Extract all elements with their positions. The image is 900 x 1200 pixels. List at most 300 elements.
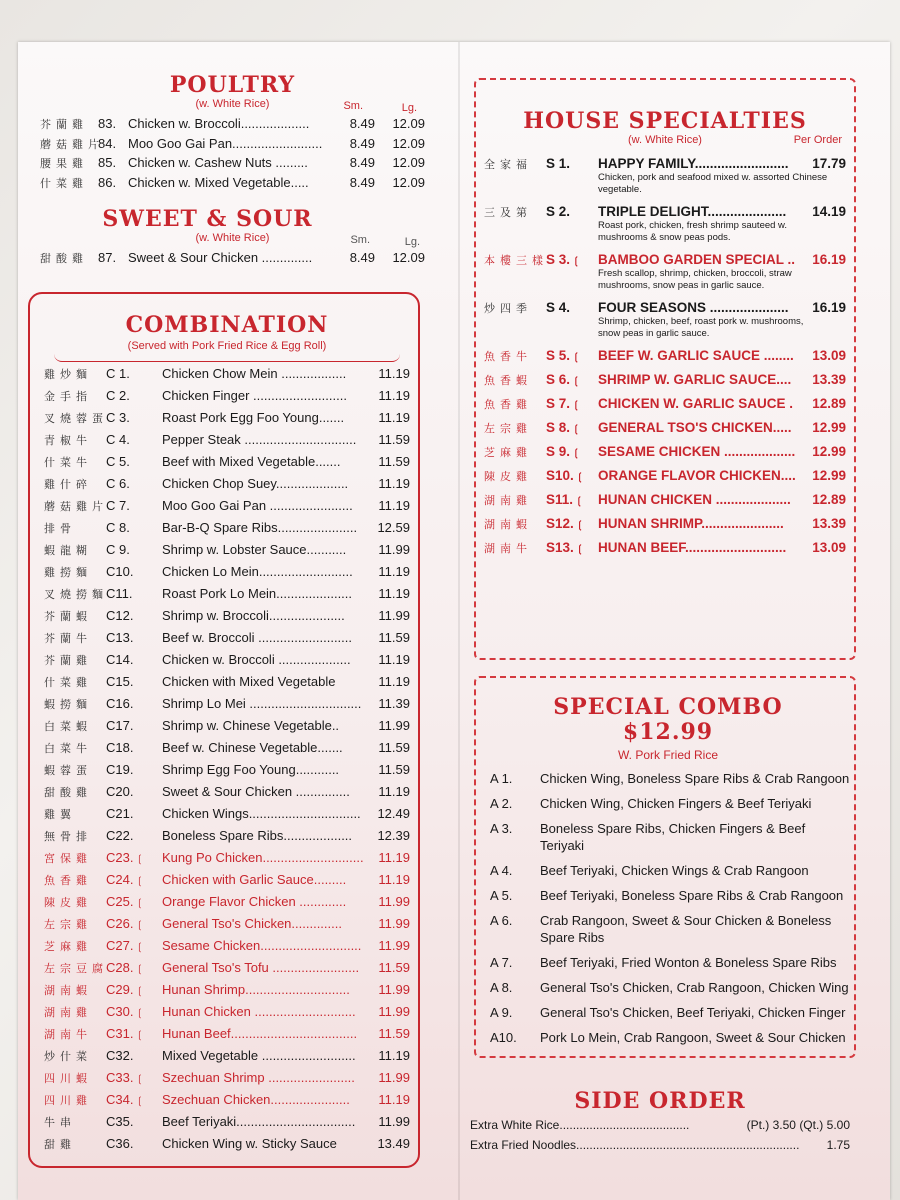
chinese-name: 叉燒撈麵 [44,588,108,601]
item-code-text: C16. [106,696,134,711]
item-code: A 1. [490,771,513,786]
item-code: A 7. [490,955,513,970]
item-name: Hunan Chicken ............................ [162,1004,356,1019]
item-name: Chicken with Mixed Vegetable [162,674,336,689]
combo-row [44,630,410,652]
item-name: Extra Fried Noodles [470,1138,577,1152]
item-price: 11.99 [378,894,410,909]
item-description: Roast pork, chicken, fresh shrimp sauteed w. mushrooms & snow peas pods. [598,220,788,243]
item-name: Beef with Mixed Vegetable....... [162,454,341,469]
page-fold [458,42,460,1200]
sweet-sour-list [40,250,425,270]
item-code-text: C30. [106,1004,134,1019]
hot-pepper-icon: ❲ [135,876,144,887]
hot-pepper-icon: ❲ [135,986,144,997]
item-name: SHRIMP W. GARLIC SAUCE.... [598,372,792,387]
item-name: Chicken w. Cashew Nuts ......... [128,155,308,170]
item-code-text: C 1. [106,366,130,381]
item-name: Chicken Lo Mein.......................... [162,564,353,579]
chinese-name: 本樓三樣 [484,254,548,267]
item-name: FOUR SEASONS ..................... [598,300,789,315]
item-code-text: C 6. [106,476,130,491]
item-price: 17.79 [812,156,846,171]
item-code [546,492,598,507]
chinese-name: 四川雞 [44,1094,92,1107]
chinese-name: 陳皮雞 [484,470,532,483]
chinese-name: 左宗雞 [484,422,532,435]
item-price: 12.89 [812,492,846,507]
item-name: Beef Teriyaki................................. [162,1114,356,1129]
hot-pepper-icon: ❲ [135,1008,144,1019]
item-code [106,894,162,909]
item-code-text: C19. [106,762,134,777]
item-price: 11.99 [378,542,410,557]
item-name: Chicken Wing, Chicken Fingers & Beef Teriyaki [540,796,812,811]
chinese-name: 蝦龍糊 [44,544,92,557]
price-small: 8.49 [349,250,375,265]
chinese-name: 芥蘭牛 [44,632,92,645]
item-code-text: C27. [106,938,134,953]
chinese-name: 芥蘭雞 [40,118,88,131]
item-code-text: S 4. [546,300,571,315]
house-item [484,348,846,364]
combo-row [44,1136,410,1158]
house-item [484,204,846,244]
chinese-name: 陳皮雞 [44,896,92,909]
price-large: 12.09 [392,155,425,170]
house-item [484,468,846,484]
item-code: A 5. [490,888,513,903]
item-code: 85. [98,155,117,170]
combination-title: COMBINATION [125,312,329,338]
item-code-text: C28. [106,960,134,975]
combo-row [44,366,410,388]
combo-row [44,1004,410,1026]
item-code-text: C23. [106,850,134,865]
item-price: 11.99 [378,1070,410,1085]
house-item [484,252,846,292]
chinese-name: 左宗雞 [44,918,92,931]
hot-pepper-icon: ❲ [572,256,581,267]
item-description: Chicken, pork and seafood mixed w. assorted Chinese vegetable. [598,172,828,195]
item-name: Shrimp w. Broccoli..................... [162,608,345,623]
item-price: 13.39 [812,516,846,531]
item-name: Sesame Chicken............................ [162,938,362,953]
combo-row [44,1070,410,1092]
combo-row [44,520,410,542]
item-name: ORANGE FLAVOR CHICKEN.... [598,468,796,483]
combo-row [44,586,410,608]
combo-row [44,410,410,432]
item-code [106,916,162,931]
item-code-text: C20. [106,784,134,799]
item-code: A 6. [490,913,513,928]
combo-row [44,872,410,894]
combo-row [44,1114,410,1136]
chinese-name: 四川蝦 [44,1072,92,1085]
house-item [484,492,846,508]
item-name: HUNAN SHRIMP...................... [598,516,784,531]
combo-row [44,850,410,872]
item-code [106,762,162,777]
item-name: Boneless Spare Ribs................... [162,828,353,843]
item-name: Hunan Beef................................... [162,1026,358,1041]
house-row [484,492,846,508]
special-combo-row [484,820,852,854]
combination-subtitle-underline [54,354,400,362]
sweet-sour-section [40,206,425,270]
item-price: 11.99 [378,608,410,623]
item-code [546,516,598,531]
item-code [106,674,162,689]
menu-row [40,116,425,136]
chinese-name: 湖南蝦 [484,518,532,531]
item-name: Mixed Vegetable .......................... [162,1048,356,1063]
item-code [546,396,598,411]
price-small: 8.49 [349,155,375,170]
menu-row [40,155,425,175]
item-price: 11.19 [378,476,410,491]
item-code [106,498,162,513]
item-code [106,718,162,733]
item-code-text: C33. [106,1070,134,1085]
item-name: Pepper Steak ............................... [162,432,357,447]
chinese-name: 白菜牛 [44,742,92,755]
item-name: Beef w. Broccoli .......................... [162,630,353,645]
item-code-text: C 4. [106,432,130,447]
house-item [484,444,846,460]
combo-row [44,388,410,410]
house-row [484,156,846,172]
house-title: HOUSE SPECIALTIES [523,108,807,134]
item-price: 13.09 [812,540,846,555]
item-name: Sweet & Sour Chicken .............. [128,250,313,265]
combo-row [44,498,410,520]
menu-row [40,136,425,156]
house-item [484,396,846,412]
item-price: 11.99 [378,1114,410,1129]
special-combo-row [484,912,852,946]
item-code-text: C35. [106,1114,134,1129]
item-dots: ................................................................... [576,1138,800,1152]
item-price: 12.39 [377,828,410,843]
item-code [106,872,162,887]
item-price: 11.19 [378,410,410,425]
combination-list [44,366,410,1158]
hot-pepper-icon: ❲ [575,472,585,483]
chinese-name: 排骨 [44,522,76,535]
item-name: Chicken Wings............................... [162,806,361,821]
item-name: Beef Teriyaki, Boneless Spare Ribs & Crab Rangoon [540,888,844,903]
item-price: 12.99 [812,468,846,483]
special-combo-row [484,862,852,879]
combo-row [44,454,410,476]
chinese-name: 叉燒蓉蛋 [44,412,108,425]
item-name: Beef Teriyaki, Chicken Wings & Crab Rangoon [540,863,809,878]
hot-pepper-icon: ❲ [135,964,144,975]
hot-pepper-icon: ❲ [572,424,581,435]
item-code [106,520,162,535]
item-code: 86. [98,174,117,190]
special-combo-subtitle: W. Pork Fried Rice [617,748,719,762]
chinese-name: 湖南蝦 [44,984,92,997]
chinese-name: 炒四季 [484,302,532,315]
item-code-text: C32. [106,1048,134,1063]
item-name: Hunan Shrimp............................. [162,982,350,997]
special-combo-row [484,770,852,787]
item-price: 11.19 [378,498,410,513]
item-description: Fresh scallop, shrimp, chicken, broccoli, straw mushrooms, snow peas in garlic sauce. [598,268,792,291]
item-name: Crab Rangoon, Sweet & Sour Chicken & Boneless Spare Ribs [540,913,832,945]
side-order-section [470,1088,850,1158]
item-name: Moo Goo Gai Pan ....................... [162,498,353,513]
item-code [106,740,162,755]
special-combo-row [484,795,852,812]
item-code [106,828,162,843]
item-code-text: C 9. [106,542,130,557]
house-specialties-section [484,108,846,564]
chinese-name: 湖南雞 [44,1006,92,1019]
item-name: Chicken with Garlic Sauce......... [162,872,347,887]
item-name: HUNAN CHICKEN .................... [598,492,791,507]
combo-row [44,762,410,784]
item-code-text: C 8. [106,520,130,535]
hot-pepper-icon: ❲ [135,1096,144,1107]
item-price: 11.19 [378,1092,410,1107]
item-code [546,204,598,219]
item-code-text: C15. [106,674,134,689]
house-row [484,204,846,220]
poultry-list [40,116,425,194]
house-row [484,396,846,412]
chinese-name: 芝麻雞 [484,446,532,459]
item-name: Shrimp Lo Mei ............................... [162,696,362,711]
item-code [546,156,598,171]
house-list [484,156,846,556]
house-row [484,516,846,532]
sweet-sour-col-sm: Sm. [350,234,370,246]
chinese-name: 甜雞 [44,1138,76,1151]
item-price: 12.59 [377,520,410,535]
side-order-title: SIDE ORDER [574,1088,746,1114]
house-item [484,372,846,388]
house-item [484,540,846,556]
chinese-name: 湖南牛 [44,1028,92,1041]
item-code: A 4. [490,863,513,878]
item-name: Chicken w. Broccoli................... [128,116,310,131]
item-code-text: C29. [106,982,134,997]
house-item [484,420,846,436]
price-large: 12.09 [392,250,425,265]
chinese-name: 甜酸雞 [44,786,92,799]
item-code: A 2. [490,796,513,811]
special-combo-title: SPECIAL COMBO [553,694,783,720]
item-code-text: S 9. [546,444,571,459]
item-code-text: S10. [546,468,574,483]
item-name: Pork Lo Mein, Crab Rangoon, Sweet & Sour Chicken [540,1030,846,1045]
combo-row [44,608,410,630]
combo-row [44,432,410,454]
item-code [106,542,162,557]
hot-pepper-icon: ❲ [135,1074,144,1085]
chinese-name: 牛串 [44,1116,76,1129]
chinese-name: 蝦撈麵 [44,698,92,711]
item-price: 16.19 [812,252,846,267]
combo-row [44,1048,410,1070]
item-name: Beef Teriyaki, Fried Wonton & Boneless Spare Ribs [540,955,837,970]
item-code-text: C13. [106,630,134,645]
item-code [106,1004,162,1019]
hot-pepper-icon: ❲ [575,544,585,555]
item-price: 13.49 [377,1136,410,1151]
item-code: 87. [98,250,117,265]
hot-pepper-icon: ❲ [572,352,581,363]
item-code-text: C 5. [106,454,130,469]
item-code-text: C11. [106,586,133,601]
item-name: Szechuan Chicken...................... [162,1092,350,1107]
item-code [106,388,162,403]
item-price: 11.59 [378,740,410,755]
price-large: 12.09 [392,135,425,151]
chinese-name: 腰果雞 [40,157,88,170]
item-code [546,420,598,435]
chinese-name: 什菜牛 [44,456,92,469]
price-large: 12.09 [392,174,425,190]
item-price: 11.99 [378,916,410,931]
house-row [484,444,846,460]
item-name: Szechuan Shrimp ........................ [162,1070,355,1085]
item-price: 1.75 [826,1138,850,1152]
combo-row [44,828,410,850]
chinese-name: 全家福 [484,158,532,171]
combo-row [44,916,410,938]
item-price: 11.19 [378,674,410,689]
combo-row [44,476,410,498]
item-code [106,1114,162,1129]
combo-row [44,564,410,586]
chinese-name: 雞炒麵 [44,368,92,381]
hot-pepper-icon: ❲ [572,376,581,387]
chinese-name: 金手指 [44,390,92,403]
item-price: 11.19 [378,564,410,579]
item-price: 11.59 [378,1026,410,1041]
item-price: 12.99 [812,420,846,435]
item-code [106,476,162,491]
item-price: 11.19 [378,366,410,381]
item-price: 11.59 [378,630,410,645]
item-price: 11.59 [378,762,410,777]
house-per-order: Per Order [793,134,842,146]
hot-pepper-icon: ❲ [575,520,585,531]
item-price: 11.19 [378,1048,410,1063]
chinese-name: 白菜蝦 [44,720,92,733]
poultry-col-lg: Lg. [401,102,417,114]
item-code-text: C 3. [106,410,130,425]
item-code-text: C14. [106,652,134,667]
house-row [484,348,846,364]
item-price: 11.19 [378,388,410,403]
item-code-text: C18. [106,740,134,755]
item-name: Shrimp w. Chinese Vegetable.. [162,718,340,733]
item-price: 11.99 [378,938,410,953]
house-row [484,468,846,484]
price-small: 8.49 [349,174,375,190]
item-code [546,300,598,315]
chinese-name: 魚香雞 [44,874,92,887]
chinese-name: 蝦蓉蛋 [44,764,92,777]
item-code [106,564,162,579]
item-name: Roast Pork Egg Foo Young....... [162,410,345,425]
special-combo-price: $12.99 [622,719,714,745]
item-code-text: C34. [106,1092,134,1107]
chinese-name: 湖南雞 [484,494,532,507]
item-name: GENERAL TSO'S CHICKEN..... [598,420,792,435]
item-code [106,366,162,381]
chinese-name: 什菜雞 [40,176,88,190]
item-code-text: C22. [106,828,134,843]
item-name: General Tso's Chicken, Crab Rangoon, Chicken Wing [540,980,849,995]
item-name: Roast Pork Lo Mein..................... [162,586,353,601]
item-code-text: C 7. [106,498,130,513]
item-code [106,1048,162,1063]
item-code-text: S12. [546,516,574,531]
item-code [106,432,162,447]
item-code [106,1026,162,1041]
hot-pepper-icon: ❲ [135,1030,144,1041]
combination-section [44,312,410,1158]
house-item [484,300,846,340]
special-combo-list [484,770,852,1046]
special-combo-row [484,1029,852,1046]
item-name: Chicken Wing, Boneless Spare Ribs & Crab Rangoon [540,771,850,786]
item-dots: ....................................... [559,1118,690,1132]
menu-row [40,250,425,270]
item-code-text: C 2. [106,388,130,403]
special-combo-row [484,1004,852,1021]
item-name: Moo Goo Gai Pan......................... [128,135,323,151]
house-row [484,372,846,388]
item-code-text: C36. [106,1136,134,1151]
menu-row [40,175,425,195]
chinese-name: 雞什碎 [44,478,92,491]
item-name: Beef w. Chinese Vegetable....... [162,740,343,755]
house-item [484,516,846,532]
item-price: 14.19 [812,204,846,219]
chinese-name: 魚香牛 [484,350,532,363]
item-price: (Pt.) 3.50 (Qt.) 5.00 [746,1118,850,1132]
item-name: Bar-B-Q Spare Ribs...................... [162,520,358,535]
combo-row [44,696,410,718]
house-subtitle: (w. White Rice) [628,134,702,146]
item-price: 11.19 [378,850,410,865]
item-code [106,410,162,425]
item-price: 12.89 [812,396,846,411]
item-code [106,608,162,623]
item-code-text: C25. [106,894,134,909]
chinese-name: 雞翼 [44,808,76,821]
item-code [106,806,162,821]
item-code-text: C12. [106,608,134,623]
item-price: 12.99 [812,444,846,459]
combo-row [44,718,410,740]
item-name: Chicken Finger .......................... [162,388,347,403]
item-code [106,938,162,953]
house-row [484,540,846,556]
item-name: Chicken Chop Suey.................... [162,476,349,491]
item-code [546,468,598,483]
item-code [106,1092,162,1107]
item-code: 83. [98,116,117,131]
